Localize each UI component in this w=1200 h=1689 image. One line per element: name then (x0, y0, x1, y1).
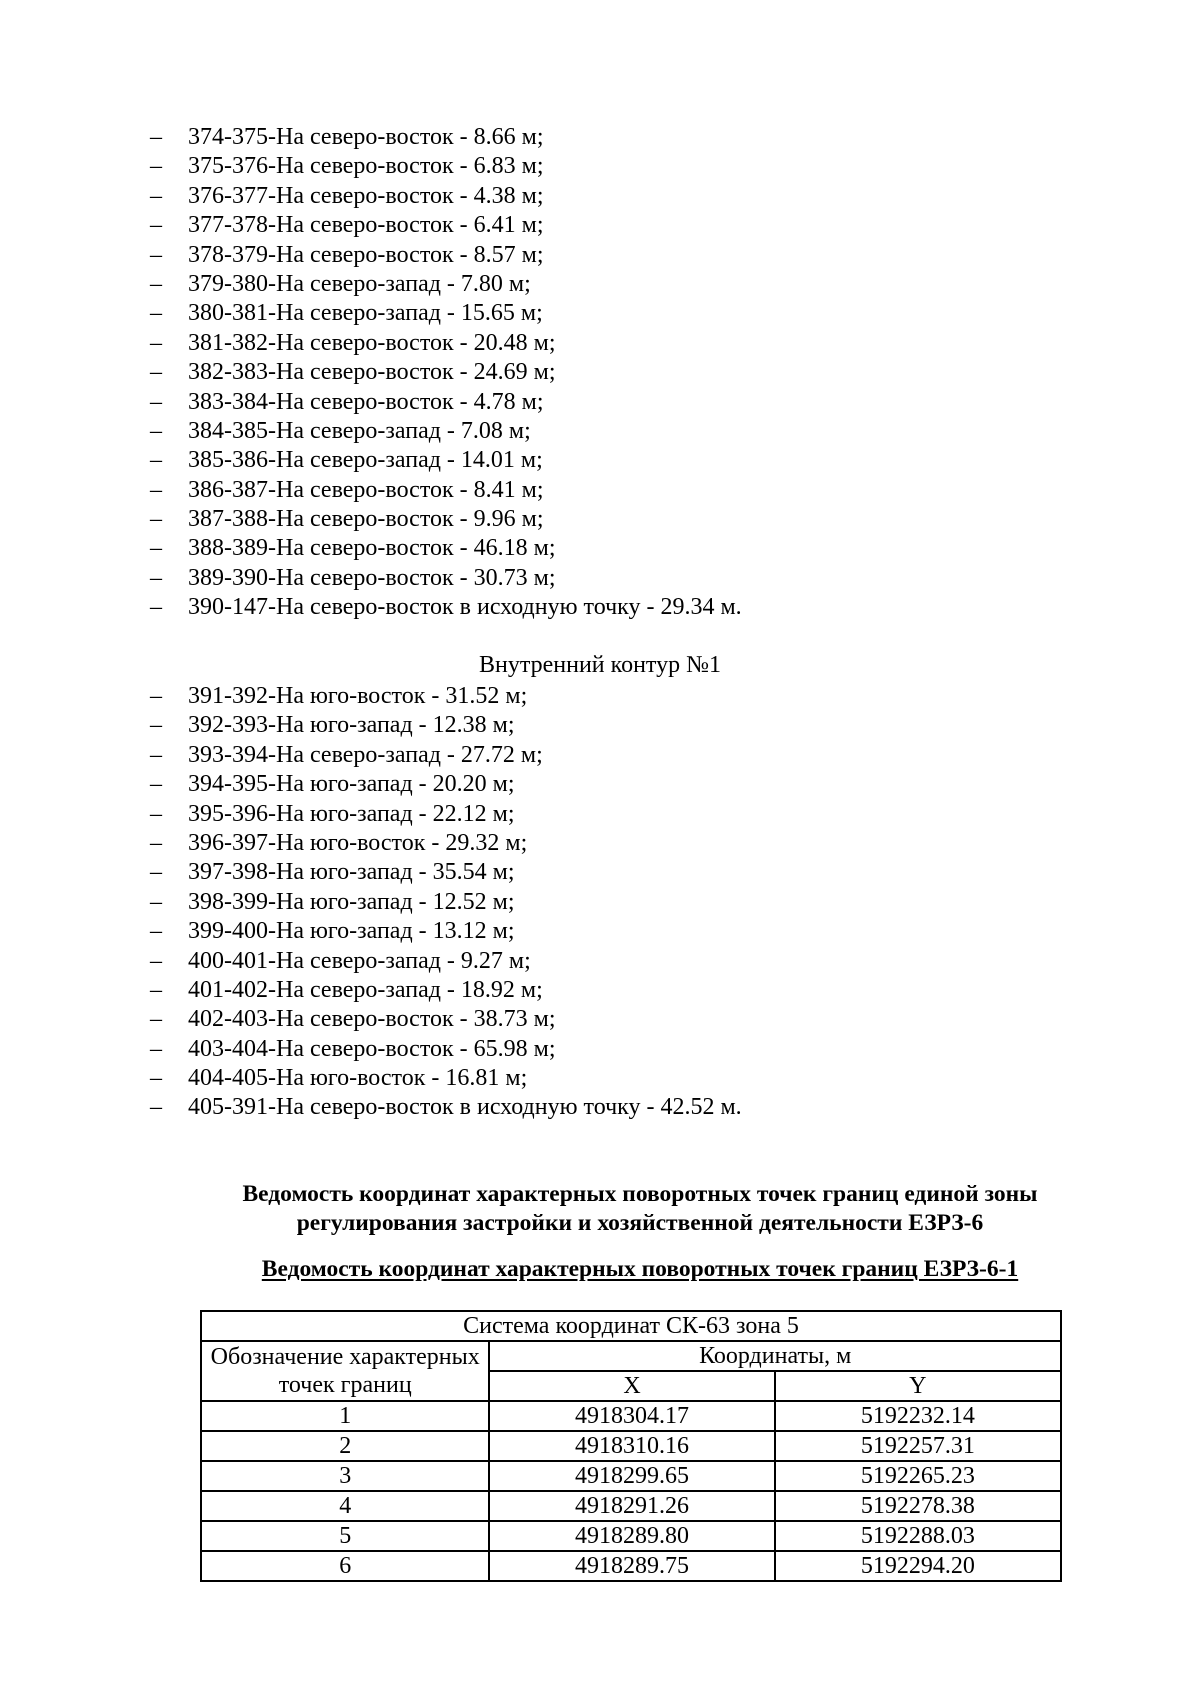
outer-contour-item-text: 385-386-На северо-запад - 14.01 м; (188, 447, 543, 474)
outer-contour-item-text: 384-385-На северо-запад - 7.08 м; (188, 417, 531, 444)
dash-marker: – (150, 683, 162, 709)
dash-marker: – (150, 976, 162, 1003)
y-header: Y (775, 1371, 1061, 1401)
inner-contour-item (150, 1093, 1050, 1122)
outer-contour-item (150, 329, 1050, 358)
outer-contour-item-text: 378-379-На северо-восток - 8.57 м; (188, 241, 544, 268)
outer-contour-list (150, 123, 1050, 623)
outer-contour-item-text: 383-384-На северо-восток - 4.78 м; (188, 388, 544, 415)
outer-contour-item (150, 211, 1050, 240)
table-row (201, 1551, 1061, 1581)
inner-contour-item-text: 394-395-На юго-запад - 20.20 м; (188, 771, 515, 798)
x-cell: 4918304.17 (489, 1401, 774, 1431)
y-cell: 5192232.14 (775, 1401, 1061, 1431)
outer-contour-item-text: 376-377-На северо-восток - 4.38 м; (188, 182, 544, 209)
outer-contour-item-text: 374-375-На северо-восток - 8.66 м; (188, 124, 544, 150)
dash-marker: – (150, 417, 162, 444)
point-designation-header (201, 1341, 489, 1401)
dash-marker: – (150, 829, 162, 856)
inner-contour-item-text: 401-402-На северо-запад - 18.92 м; (188, 976, 543, 1003)
dash-marker: – (150, 800, 162, 827)
y-cell: 5192257.31 (775, 1431, 1061, 1461)
inner-contour-item-text: 403-404-На северо-восток - 65.98 м; (188, 1035, 556, 1062)
outer-contour-item-text: 390-147-На северо-восток в исходную точку - 29.34 м. (188, 594, 742, 621)
x-cell: 4918289.75 (489, 1551, 774, 1581)
outer-contour-item-text: 379-380-На северо-запад - 7.80 м; (188, 270, 531, 297)
coordinates-table (200, 1310, 1062, 1582)
x-cell: 4918299.65 (489, 1461, 774, 1491)
x-header: X (489, 1371, 774, 1401)
table-header-row (201, 1341, 1061, 1371)
dash-marker: – (150, 741, 162, 768)
inner-contour-item (150, 1064, 1050, 1093)
outer-contour-item (150, 564, 1050, 593)
dash-marker: – (150, 270, 162, 297)
outer-contour-item (150, 534, 1050, 563)
sub-heading-text: Ведомость координат характерных поворотных точек границ ЕЗРЗ-6-1 (261, 1256, 1019, 1282)
coordinates-header: Координаты, м (489, 1341, 1061, 1371)
outer-contour-item-text: 387-388-На северо-восток - 9.96 м; (188, 506, 544, 533)
x-cell: 4918291.26 (489, 1491, 774, 1521)
x-cell: 4918289.80 (489, 1521, 774, 1551)
inner-contour-item (150, 858, 1050, 887)
dash-marker: – (150, 1094, 162, 1121)
inner-contour-item (150, 1005, 1050, 1034)
point-cell: 2 (201, 1431, 489, 1461)
point-cell: 5 (201, 1521, 489, 1551)
outer-contour-item (150, 476, 1050, 505)
outer-contour-item (150, 417, 1050, 446)
inner-contour-item (150, 976, 1050, 1005)
table-row (201, 1401, 1061, 1431)
outer-contour-item (150, 123, 1050, 152)
dash-marker: – (150, 1065, 162, 1092)
y-cell: 5192294.20 (775, 1551, 1061, 1581)
inner-contour-item-text: 395-396-На юго-запад - 22.12 м; (188, 800, 515, 827)
outer-contour-item-text: 375-376-На северо-восток - 6.83 м; (188, 153, 544, 180)
table-row (201, 1521, 1061, 1551)
outer-contour-item-text: 389-390-На северо-восток - 30.73 м; (188, 564, 556, 591)
main-heading (150, 1180, 1130, 1238)
outer-contour-item (150, 388, 1050, 417)
inner-contour-item (150, 711, 1050, 740)
table-row (201, 1431, 1061, 1461)
inner-contour-item-text: 402-403-На северо-восток - 38.73 м; (188, 1006, 556, 1033)
outer-contour-item (150, 593, 1050, 622)
y-cell: 5192278.38 (775, 1491, 1061, 1521)
dash-marker: – (150, 888, 162, 915)
sub-heading (150, 1255, 1130, 1284)
inner-contour-item (150, 741, 1050, 770)
outer-contour-item-text: 380-381-На северо-запад - 15.65 м; (188, 300, 543, 327)
dash-marker: – (150, 506, 162, 533)
dash-marker: – (150, 476, 162, 503)
inner-contour-list (150, 682, 1050, 1123)
dash-marker: – (150, 153, 162, 180)
inner-contour-item (150, 917, 1050, 946)
table-row (201, 1491, 1061, 1521)
dash-marker: – (150, 1035, 162, 1062)
inner-contour-item-text: 396-397-На юго-восток - 29.32 м; (188, 829, 528, 856)
inner-contour-item-text: 391-392-На юго-восток - 31.52 м; (188, 683, 528, 709)
inner-contour-item-text: 392-393-На юго-запад - 12.38 м; (188, 712, 515, 739)
dash-marker: – (150, 182, 162, 209)
dash-marker: – (150, 859, 162, 886)
inner-contour-item-text: 393-394-На северо-запад - 27.72 м; (188, 741, 543, 768)
dash-marker: – (150, 771, 162, 798)
inner-contour-item (150, 800, 1050, 829)
inner-contour-item-text: 398-399-На юго-запад - 12.52 м; (188, 888, 515, 915)
y-cell: 5192265.23 (775, 1461, 1061, 1491)
outer-contour-item (150, 299, 1050, 328)
dash-marker: – (150, 329, 162, 356)
outer-contour-item (150, 152, 1050, 181)
point-designation-header-line1: Обозначение характерных (210, 1344, 480, 1370)
inner-contour-item (150, 888, 1050, 917)
point-cell: 6 (201, 1551, 489, 1581)
table-row (201, 1461, 1061, 1491)
inner-contour-title: Внутренний контур №1 (478, 652, 721, 678)
inner-contour-item-text: 397-398-На юго-запад - 35.54 м; (188, 859, 515, 886)
inner-contour-item-text: 400-401-На северо-запад - 9.27 м; (188, 947, 531, 974)
inner-contour-item (150, 829, 1050, 858)
outer-contour-item (150, 270, 1050, 299)
point-cell: 3 (201, 1461, 489, 1491)
inner-contour-item (150, 1035, 1050, 1064)
table-system-row (201, 1311, 1061, 1341)
dash-marker: – (150, 947, 162, 974)
outer-contour-item (150, 241, 1050, 270)
inner-contour-item (150, 770, 1050, 799)
dash-marker: – (150, 594, 162, 621)
inner-contour-item (150, 682, 1050, 711)
outer-contour-item-text: 381-382-На северо-восток - 20.48 м; (188, 329, 556, 356)
main-heading-line2: регулирования застройки и хозяйственной деятельности ЕЗРЗ-6 (296, 1210, 984, 1236)
x-cell: 4918310.16 (489, 1431, 774, 1461)
point-cell: 1 (201, 1401, 489, 1431)
main-heading-line1: Ведомость координат характерных поворотных точек границ единой зоны (242, 1181, 1038, 1207)
dash-marker: – (150, 124, 162, 150)
dash-marker: – (150, 564, 162, 591)
dash-marker: – (150, 1006, 162, 1033)
dash-marker: – (150, 241, 162, 268)
y-cell: 5192288.03 (775, 1521, 1061, 1551)
dash-marker: – (150, 447, 162, 474)
point-designation-header-line2: точек границ (278, 1372, 412, 1398)
inner-contour-item (150, 947, 1050, 976)
dash-marker: – (150, 212, 162, 239)
inner-contour-item-text: 405-391-На северо-восток в исходную точку - 42.52 м. (188, 1094, 742, 1121)
outer-contour-item-text: 386-387-На северо-восток - 8.41 м; (188, 476, 544, 503)
outer-contour-item-text: 377-378-На северо-восток - 6.41 м; (188, 212, 544, 239)
dash-marker: – (150, 535, 162, 562)
dash-marker: – (150, 300, 162, 327)
outer-contour-item (150, 358, 1050, 387)
coordinate-system-cell: Система координат СК-63 зона 5 (201, 1311, 1061, 1341)
point-cell: 4 (201, 1491, 489, 1521)
inner-contour-item-text: 399-400-На юго-запад - 13.12 м; (188, 918, 515, 945)
dash-marker: – (150, 712, 162, 739)
outer-contour-item (150, 505, 1050, 534)
dash-marker: – (150, 918, 162, 945)
outer-contour-item (150, 182, 1050, 211)
dash-marker: – (150, 388, 162, 415)
inner-contour-item-text: 404-405-На юго-восток - 16.81 м; (188, 1065, 528, 1092)
dash-marker: – (150, 359, 162, 386)
outer-contour-item-text: 388-389-На северо-восток - 46.18 м; (188, 535, 556, 562)
outer-contour-item (150, 446, 1050, 475)
outer-contour-item-text: 382-383-На северо-восток - 24.69 м; (188, 359, 556, 386)
